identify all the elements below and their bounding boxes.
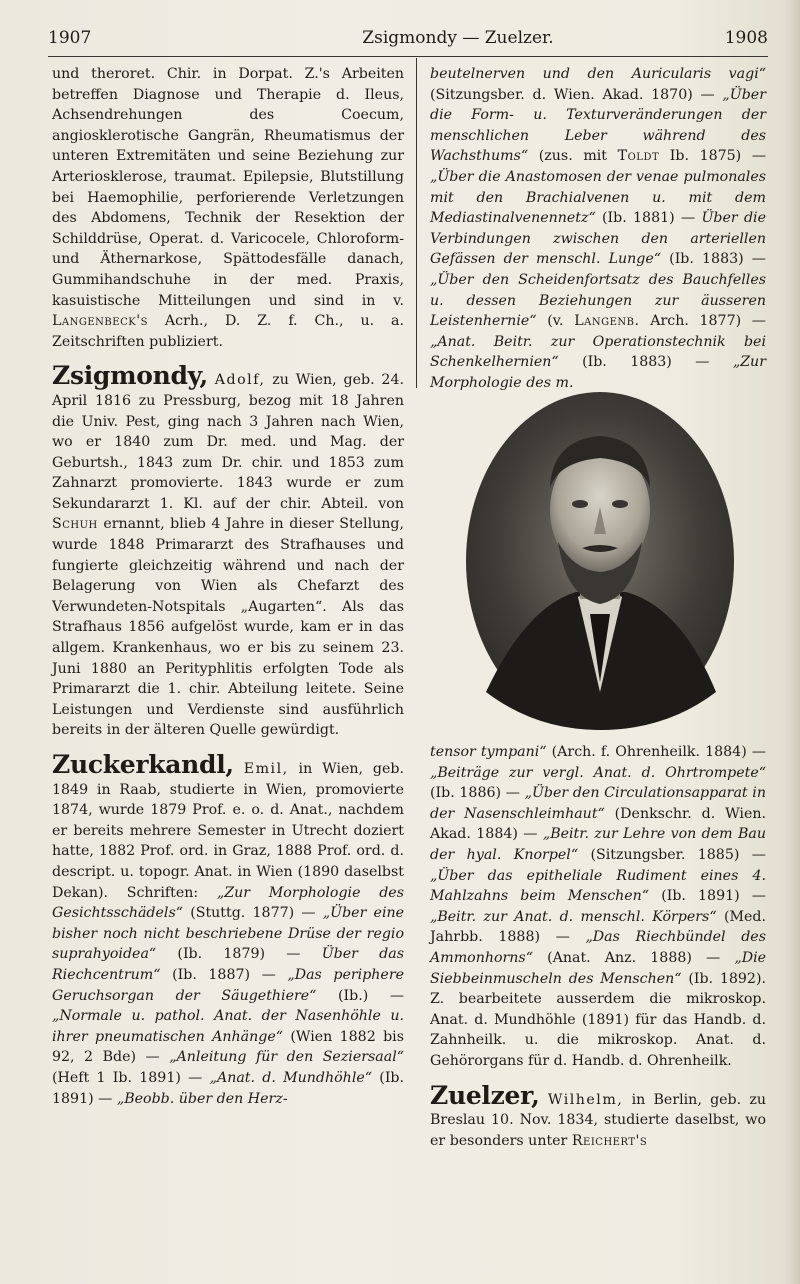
person-reference: Toldt — [617, 148, 660, 165]
page-edge-shadow — [784, 0, 800, 1284]
work-title: „Zur Morphologie des m. — [430, 354, 766, 391]
person-reference: Langenb. — [574, 313, 640, 330]
entry-zsigmondy: Zsigmondy, Adolf, zu Wien, geb. 24. April 1816 zu Pressburg, bezog mit 18 Jahren die Univ. Pest, ging nach 3 Jahren nach Wien, wo er 1840 zum Dr. med. und Mag. der Geburtsh., 1843 zum Dr. chir. und 1853 zum Zahnarzt promovierte. 1843 wurde er zum Sekundararzt 1. Kl. auf der chir. Abteil. von Schuh ernannt, blieb 4 Jahre in dieser Stellung, wurde 1848 Primararzt des Strafhauses und fungierte gleichzeitig während und nach der Belagerung von Wien als Chefarzt des Verwundeten-Notspitals „Augarten“. Als das Strafhaus 1856 aufgelöst wurde, kam er in das allgem. Krankenhaus, wo er bis zu seinem 23. Juni 1880 an Perityphlitis erfolgten Tode als Primararzt die 1. chir. Abteilung leitete. Seine Leistungen und Verdienste sind ausführlich bereits in der älteren Quelle gewürdigt. — [52, 361, 404, 739]
running-header — [48, 22, 768, 52]
work-title: „Über das epitheliale Rudiment eines 4. Mahlzahns beim Menschen“ — [430, 867, 766, 905]
right-column-bottom — [430, 742, 766, 1151]
header-rule — [48, 56, 768, 57]
person-reference: Schuh — [52, 516, 98, 533]
entry-surname: Zuckerkandl, — [52, 750, 234, 779]
continued-bibliography: beutelnerven und den Auricularis vagi“ (Sitzungsber. d. Wien. Akad. 1870) — „Über die Form- u. Texturveränderungen der menschlichen Leber während des Wachsthums“ (zus. mit Toldt Ib. 1875) — „Über die Anastomosen der venae pulmonales mit den Brachialvenen u. mit dem Mediastinalvenennetz“ (Ib. 1881) — Über die Verbindungen zwischen den arteriellen Gefässen der menschl. Lunge“ (Ib. 1883) — „Über den Scheidenfortsatz des Bauchfelles u. dessen Beziehungen zur äusseren Leistenhernie“ (v. Langenb. Arch. 1877) — „Anat. Beitr. zur Operationstechnik bei Schenkelhernien“ (Ib. 1883) — „Zur Morphologie des m. — [430, 66, 767, 391]
work-title: „Anleitung für den Seziersaal“ — [169, 1049, 404, 1066]
work-title: „Beobb. über den Herz- — [116, 1090, 288, 1107]
entry-given-name: Wilhelm, — [547, 1091, 624, 1108]
work-title: tensor tympani“ — [430, 744, 547, 760]
work-title: „Über eine bisher noch nicht beschriebene Drüse der regio suprahyoidea“ — [52, 905, 405, 963]
left-column — [52, 64, 404, 1109]
right-column-top — [430, 64, 766, 394]
entry-zuelzer: Zuelzer, Wilhelm, in Berlin, geb. zu Breslau 10. Nov. 1834, studierte daselbst, wo er besonders unter Reichert's — [430, 1080, 767, 1149]
work-title: „Beiträge zur vergl. Anat. d. Ohrtrompete“ — [430, 764, 766, 781]
portrait-eye-left — [572, 500, 588, 508]
work-title: „Anat. Beitr. zur Operationstechnik bei Schenkelhernien“ — [430, 333, 766, 371]
entry-given-name: Adolf, — [214, 372, 266, 389]
work-title: „Über die Form- u. Texturveränderungen der menschlichen Leber während des Wachsthums“ — [430, 86, 766, 165]
portrait-engraving — [466, 392, 734, 730]
person-reference: Langenbeck's — [52, 313, 148, 330]
work-title: „Über den Scheidenfortsatz des Bauchfelles u. dessen Beziehungen zur äusseren Leistenhernie“ — [430, 271, 766, 330]
work-title: „Das Riechbündel des Ammonhorns“ — [430, 929, 766, 966]
entry-given-name: Emil, — [243, 761, 289, 777]
entry-zuckerkandl: Zuckerkandl, Emil, in Wien, geb. 1849 in Raab, studierte in Wien, promovierte 1874, wurde 1879 Prof. e. o. d. Anat., nachdem er bereits mehrere Semester in Utrecht doziert hatte, 1882 Prof. ord. in Graz, 1888 Prof. ord. d. descript. u. topogr. Anat. in Wien (1890 daselbst Dekan). Schriften: „Zur Morphologie des Gesichtsschädels“ (Stuttg. 1877) — „Über eine bisher noch nicht beschriebene Drüse der regio suprahyoidea“ (Ib. 1879) — Über das Riechcentrum“ (Ib. 1887) — „Das periphere Geruchsorgan der Säugethiere“ (Ib.) — „Normale u. pathol. Anat. der Nasenhöhle u. ihrer pneumatischen Anhänge“ (Wien 1882 bis 92, 2 Bde) — „Anleitung für den Seziersaal“ (Heft 1 Ib. 1891) — „Anat. d. Mundhöhle“ (Ib. 1891) — „Beobb. über den Herz- — [52, 750, 405, 1107]
work-title: „Über die Anastomosen der venae pulmonales mit den Brachialvenen u. mit dem Mediastinalvenennetz“ — [430, 168, 766, 227]
work-title: „Zur Morphologie des Gesichtsschädels“ — [52, 884, 404, 922]
column-number-left: 1907 — [48, 28, 92, 48]
work-title: „Das periphere Geruchsorgan der Säugethiere“ — [52, 966, 404, 1004]
work-title: „Beitr. zur Lehre von dem Bau der hyal. Knorpel“ — [430, 826, 766, 863]
entry-surname: Zsigmondy, — [52, 361, 208, 391]
column-number-right: 1908 — [724, 28, 768, 48]
continued-bibliography: tensor tympani“ (Arch. f. Ohrenheilk. 1884) — „Beiträge zur vergl. Anat. d. Ohrtrompete“ (Ib. 1886) — „Über den Circulationsapparat in der Nasenschleimhaut“ (Denkschr. d. Wien. Akad. 1884) — „Beitr. zur Lehre von dem Bau der hyal. Knorpel“ (Sitzungsber. 1885) — „Über das epitheliale Rudiment eines 4. Mahlzahns beim Menschen“ (Ib. 1891) — „Beitr. zur Anat. d. menschl. Körpers“ (Med. Jahrbb. 1888) — „Das Riechbündel des Ammonhorns“ (Anat. Anz. 1888) — „Die Siebbeinmuscheln des Menschen“ (Ib. 1892). Z. bearbeitete ausserdem die mikroskop. Anat. d. Mundhöhle (1891) für das Handb. d. Zahnheilk. u. die mikroskop. Anat. d. Gehörorgans für d. Handb. d. Ohrenheilk. — [430, 744, 767, 1069]
continued-entry: und theroret. Chir. in Dorpat. Z.'s Arbeiten betreffen Diagnose und Therapie d. Ileus, Achsendrehungen des Coecum, angiosklerotische Gangrän, Rheumatismus der unteren Extremitäten und seine Beziehung zur Arteriosklerose, traumat. Epilepsie, Blutstillung bei Haemophilie, perforierende Verletzungen des Abdomens, Technik der Resektion der Schilddrüse, Operat. d. Varicocele, Chloroform- und Äthernarkose, Spättodesfälle danach, Gummihandschuhe in der med. Praxis, kasuistische Mitteilungen und sind in v. Langenbeck's Acrh., D. Z. f. Ch., u. a. Zeitschriften publiziert. — [52, 66, 404, 350]
entry-surname: Zuelzer, — [430, 1080, 540, 1110]
portrait-eye-right — [612, 500, 628, 508]
work-title: „Normale u. pathol. Anat. der Nasenhöhle u. ihrer pneumatischen Anhänge“ — [52, 1008, 404, 1045]
work-title: beutelnerven und den Auricularis vagi“ — [430, 66, 766, 82]
work-title: „Über den Circulationsapparat in der Nasenschleimhaut“ — [430, 785, 766, 822]
work-title: „Die Siebbeinmuscheln des Menschen“ — [430, 949, 767, 987]
work-title: „Beitr. zur Anat. d. menschl. Körpers“ — [430, 908, 717, 925]
column-divider — [416, 58, 417, 388]
work-title: „Anat. d. Mundhöhle“ — [209, 1069, 373, 1086]
running-title: Zsigmondy — Zuelzer. — [362, 28, 554, 48]
work-title: Über die Verbindungen zwischen den arteriellen Gefässen der menschl. Lunge“ — [430, 210, 766, 268]
person-reference: Reichert's — [571, 1132, 648, 1149]
work-title: Über das Riechcentrum“ — [52, 946, 404, 983]
